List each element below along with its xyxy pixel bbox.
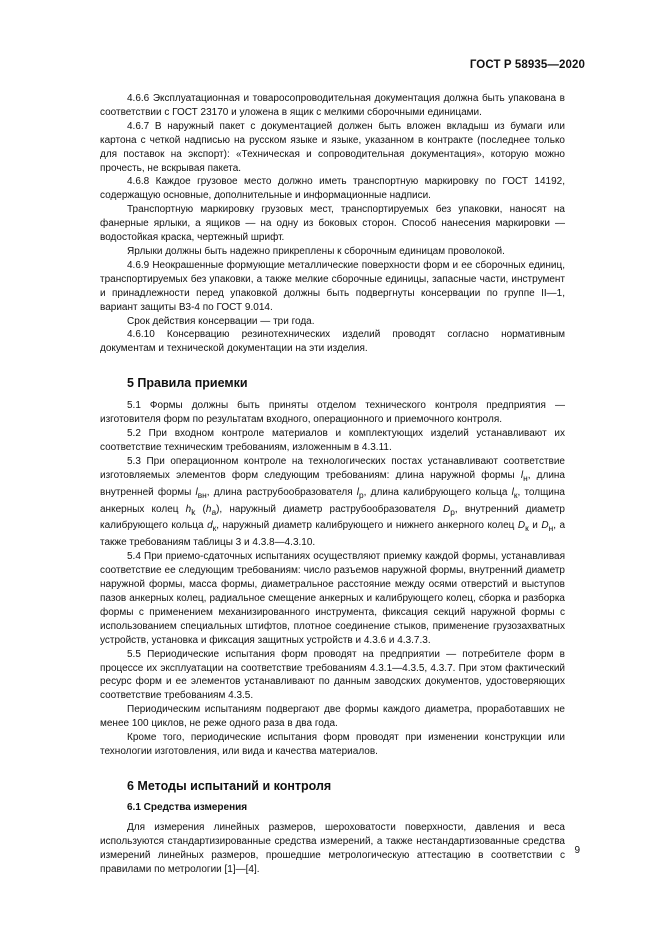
paragraph-5-3: 5.3 При операционном контроле на технологических постах устанавливают соответствие изготовляемых элементов форм следующим требованиям: длина наружной формы $l_н$, длина внутренней формы $l_{вн}$, длина раструбообразователя $l_p$, длина калибрующего кольца $l_к$, толщина анкерных колец $h_k$ $(h_a)$, наружный диаметр раструбообразователя $D_p$, внутренний диаметр калибрующего кольца $d_к$, наружный диаметр калибрующего и нижнего анкерного колец $D_к$ и $D_н$, а также требованиям таблицы 3 и 4.3.8—4.3.10. (100, 455, 566, 549)
paragraph-5-2: 5.2 При входном контроле материалов и комплектующих изделий устанавливают их соответствие техническим требованиям, изложенным в 4.3.11. (100, 428, 565, 453)
page-content (100, 92, 565, 877)
section-5-heading: 5 Правила приемки (127, 376, 248, 391)
paragraph-labels: Ярлыки должны быть надежно прикреплены к сборочным единицам проволокой. (127, 245, 505, 257)
paragraph-conservation-term: Срок действия консервации — три года. (127, 315, 315, 327)
paragraph-4-6-7: 4.6.7 В наружный пакет с документацией должен быть вложен вкладыш из бумаги или картона с четкой надписью на русском языке и языке, указанном в контракте (последнее только для поставок на экспорт): «Техническая и сопроводительная документация», которую можно прочесть, не вскрывая пакета. (100, 120, 565, 174)
paragraph-4-6-8: 4.6.8 Каждое грузовое место должно иметь транспортную маркировку по ГОСТ 14192, содержащую основные, дополнительные и информационные надписи. (100, 176, 565, 202)
paragraph-5-1: 5.1 Формы должны быть приняты отделом технического контроля предприятия — изготовителя форм по результатам входного, операционного и приемочного контроля. (100, 400, 565, 426)
paragraph-4-6-10: 4.6.10 Консервацию резинотехнических изделий проводят согласно нормативным документам и технической документации на эти изделия. (100, 329, 565, 355)
paragraph-5-5: 5.5 Периодические испытания форм проводят на предприятии — потребителе форм в процессе их эксплуатации на соответствие требованиям 4.3.1—4.3.5, 4.3.7. При этом фактический ресурс форм и ее элементов устанавливают по данным заводских документов, удостоверяющих соответствие требованиям 4.3.5. (100, 648, 565, 702)
document-header: ГОСТ Р 58935—2020 (469, 59, 585, 71)
paragraph-5-4: 5.4 При приемо-сдаточных испытаниях осуществляют приемку каждой формы, устанавливая соответствие ее следующим требованиям: число разъемов наружной формы, внутренний диаметр наружной формы, масса формы, диаметральное расстояние между осями отверстий и выступов пазов анкерных колец, радиальное смещение анкерных и калибрующего колец, сборка и разборка формы с применением механизированного инструмента, фиксация секций наружной формы с использованием специальных штифтов, плотное соединение стыков, применение грузозахватных устройств, установка и фиксация защитных устройств и 4.3.6 и 4.3.7.3. (100, 551, 565, 646)
paragraph-4-6-6: 4.6.6 Эксплуатационная и товаросопроводительная документация должна быть упакована в соответствии с ГОСТ 23170 и уложена в ящик с мелкими сборочными единицами. (100, 93, 565, 118)
paragraph-6-1: Для измерения линейных размеров, шероховатости поверхности, давления и веса используются стандартизированные средства измерений, а также нестандартизованные средства измерений линейных размеров, прошедшие метрологическую аттестацию в соответствии с правилами по метрологии [1]—[4]. (100, 821, 565, 875)
paragraph-marking: Транспортную маркировку грузовых мест, транспортируемых без упаковки, наносят на фанерные ярлыки, а ящиков — на одну из боковых сторон. Способ нанесения маркировки — водостойкая краска, чертежный шрифт. (100, 204, 565, 244)
subsection-6-1-heading: 6.1 Средства измерения (127, 801, 248, 813)
section-6-heading: 6 Методы испытаний и контроля (127, 778, 332, 793)
paragraph-additional-tests: Кроме того, периодические испытания форм проводят при изменении конструкции или технологии изготовления, или вида и качества материалов. (100, 732, 565, 757)
paragraph-periodic-tests: Периодическим испытаниям подвергают две формы каждого диаметра, проработавших не менее 100 циклов, не реже одного раза в два года. (100, 704, 565, 730)
paragraph-4-6-9: 4.6.9 Неокрашенные формующие металлические поверхности форм и ее сборочных единиц, транспортируемых без упаковки, а также мелкие сборочные единицы, запасные части, инструмент и принадлежности перед упаковкой должны быть подвергнуты консервации по группе II—1, вариант защиты В3-4 по ГОСТ 9.014. (100, 259, 565, 313)
page-number: 9 (574, 845, 580, 856)
